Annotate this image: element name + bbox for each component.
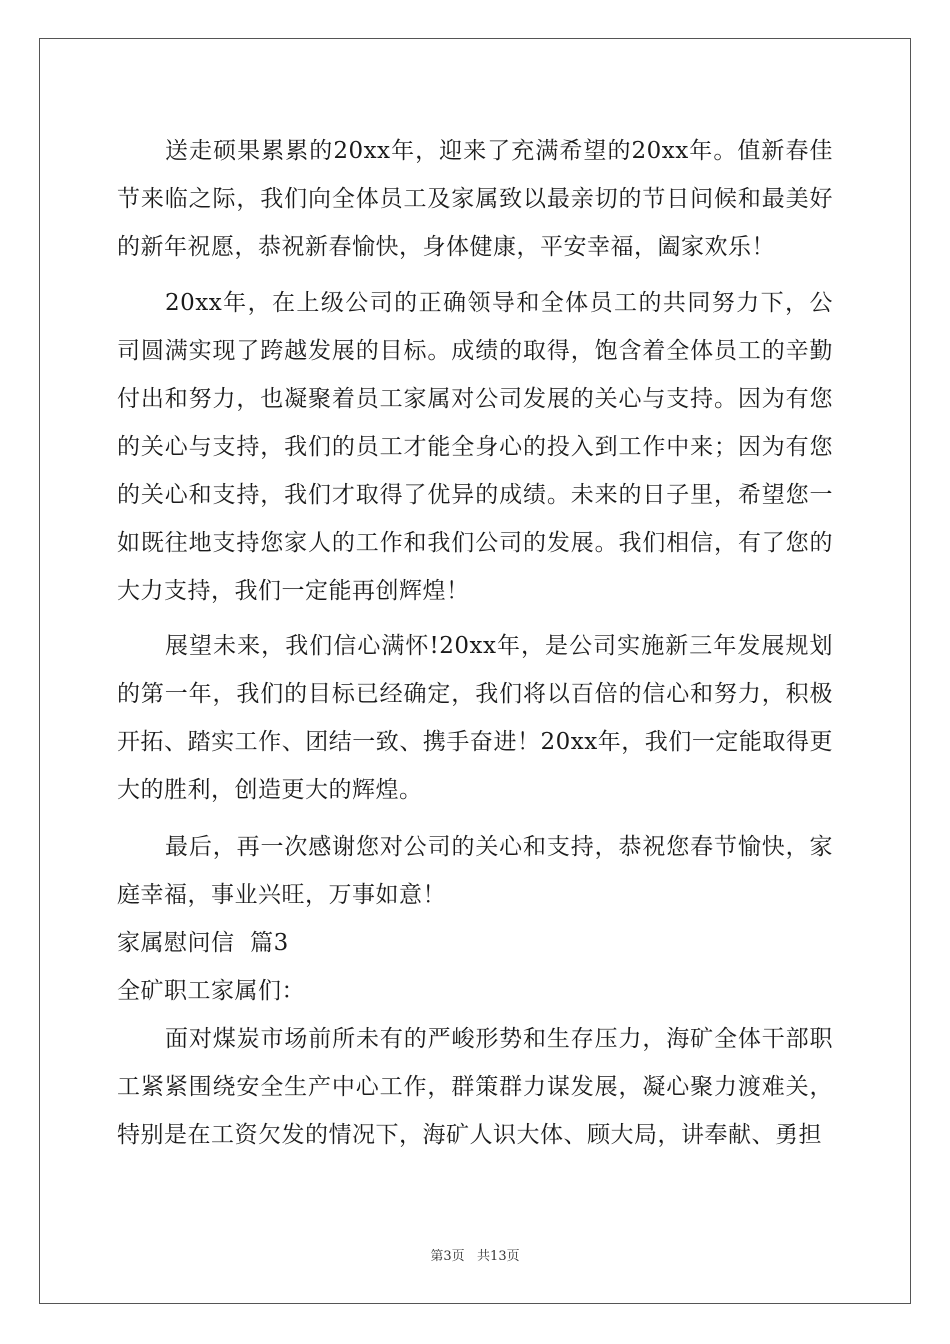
letter-body-paragraph-2: [117, 279, 833, 615]
letter-body-paragraph-5: [117, 1015, 833, 1159]
paragraph-text: 展望未来，我们信心满怀!20xx年，是公司实施新三年发展规划的第一年，我们的目标已经确定，我们将以百倍的信心和努力，积极开拓、踏实工作、团结一致、携手奋进！20xx年，我们一定能取得更大的胜利，创造更大的辉煌。: [117, 633, 833, 803]
salutation-text: 全矿职工家属们：: [117, 978, 305, 1004]
salutation: [117, 967, 833, 1015]
page-footer: [0, 1248, 950, 1266]
page-number-label: 第3页 共13页: [430, 1249, 520, 1264]
section-heading-text: 家属慰问信 篇3: [117, 930, 289, 956]
paragraph-text: 送走硕果累累的20xx年，迎来了充满希望的20xx年。值新春佳节来临之际，我们向全体员工及家属致以最亲切的节日问候和最美好的新年祝愿，恭祝新春愉快，身体健康，平安幸福，阖家欢乐！: [117, 138, 833, 260]
letter-body-paragraph-1: [117, 127, 833, 271]
section-heading: [117, 919, 833, 967]
paragraph-text: 20xx年，在上级公司的正确领导和全体员工的共同努力下，公司圆满实现了跨越发展的目标。成绩的取得，饱含着全体员工的辛勤付出和努力，也凝聚着员工家属对公司发展的关心与支持。因为有您的关心与支持，我们的员工才能全身心的投入到工作中来；因为有您的关心和支持，我们才取得了优异的成绩。未来的日子里，希望您一如既往地支持您家人的工作和我们公司的发展。我们相信，有了您的大力支持，我们一定能再创辉煌！: [117, 290, 833, 604]
paragraph-text: 最后，再一次感谢您对公司的关心和支持，恭祝您春节愉快，家庭幸福，事业兴旺，万事如意！: [117, 834, 833, 908]
letter-body-paragraph-3: [117, 622, 833, 814]
paragraph-text: 面对煤炭市场前所未有的严峻形势和生存压力，海矿全体干部职工紧紧围绕安全生产中心工作，群策群力谋发展，凝心聚力渡难关，特别是在工资欠发的情况下，海矿人识大体、顾大局，讲奉献、勇担: [117, 1026, 833, 1148]
letter-body-paragraph-4: [117, 823, 833, 919]
